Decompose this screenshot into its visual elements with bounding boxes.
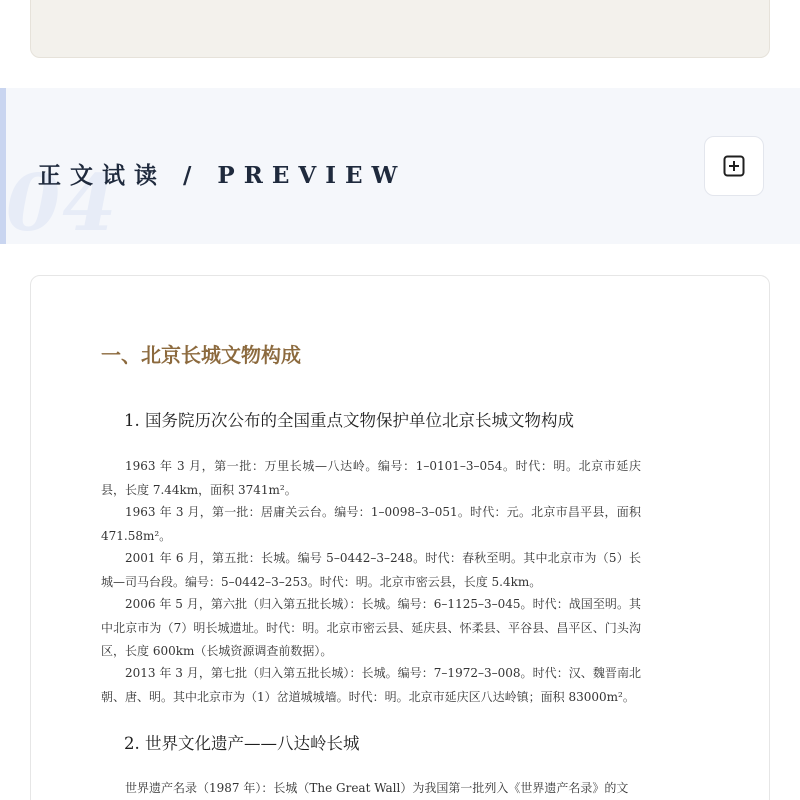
- previous-section-card: [30, 0, 770, 58]
- paragraph-3: 2001 年 6 月，第五批：长城。编号 5–0442–3–248。时代：春秋至明。其中北京市为（5）长城—司马台段。编号：5–0442–3–253。时代：明。北京市密云县，长度 5.4km。: [101, 551, 641, 589]
- paragraph-4: 2006 年 5 月，第六批（归入第五批长城）：长城。编号：6–1125–3–045。时代：战国至明。其中北京市为（7）明长城遗址。时代：明。北京市密云县、延庆县、怀柔县、平谷县、昌平区、门头沟区，长度 600km（长城资源调查前数据）。: [101, 597, 641, 658]
- expand-button[interactable]: [704, 136, 764, 196]
- section-title: 正文试读 / PREVIEW: [38, 162, 407, 189]
- chapter-heading: 一、北京长城文物构成: [101, 343, 301, 367]
- paragraph-1: 1963 年 3 月，第一批：万里长城—八达岭。编号：1–0101–3–054。时代：明。北京市延庆县，长度 7.44km，面积 3741m²。: [101, 459, 641, 497]
- plus-square-icon: [722, 154, 746, 178]
- subheading-2: 2. 世界文化遗产——八达岭长城: [124, 734, 360, 753]
- paragraph-2: 1963 年 3 月，第一批：居庸关云台。编号：1–0098–3–051。时代：元。北京市昌平县，面积 471.58m²。: [101, 505, 641, 543]
- paragraph-6: 世界遗产名录（1987 年）：长城（The Great Wall）为我国第一批列入《世界遗产名录》的文: [125, 781, 629, 795]
- section-header: [0, 88, 800, 249]
- subheading-1: 1. 国务院历次公布的全国重点文物保护单位北京长城文物构成: [124, 411, 574, 430]
- section-number: 04: [6, 158, 119, 249]
- preview-content-card: [30, 275, 770, 800]
- paragraph-5: 2013 年 3 月，第七批（归入第五批长城）：长城。编号：7–1972–3–008。时代：汉、魏晋南北朝、唐、明。其中北京市为（1）岔道城城墙。时代：明。北京市延庆区八达岭镇；面积 83000m²。: [101, 666, 641, 704]
